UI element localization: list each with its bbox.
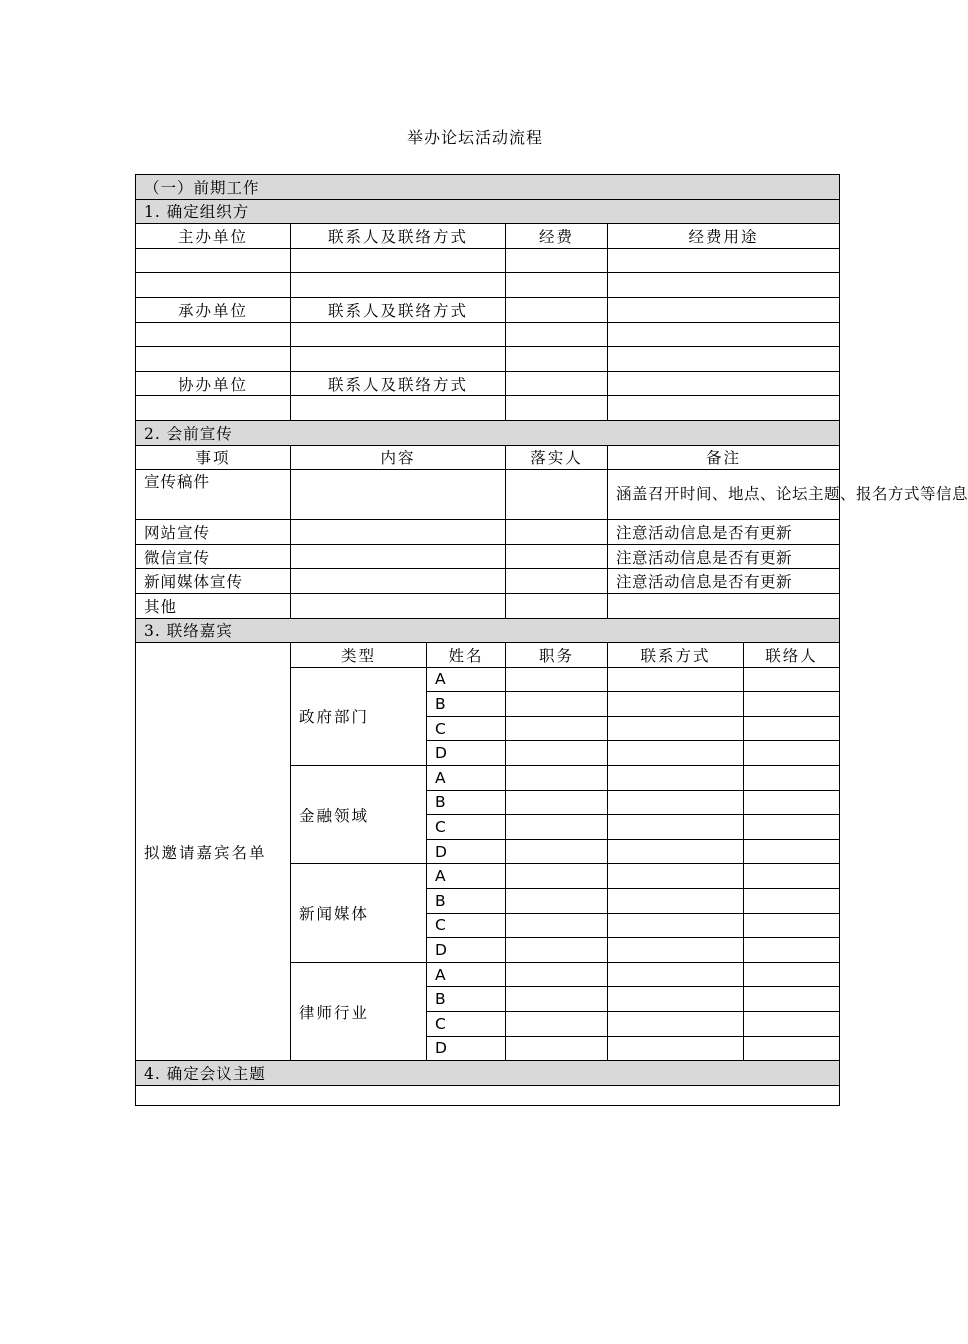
guest-position-cell[interactable]	[506, 962, 608, 987]
funds-usage-header: 经费用途	[608, 224, 840, 249]
contact-header: 联系人及联络方式	[291, 224, 506, 249]
publicity-note: 涵盖召开时间、地点、论坛主题、报名方式等信息	[608, 470, 840, 520]
guest-category: 律师行业	[291, 962, 427, 1060]
publicity-note: 注意活动信息是否有更新	[608, 569, 840, 594]
guest-contact-cell[interactable]	[608, 962, 744, 987]
guest-liaison-cell[interactable]	[744, 692, 840, 717]
guest-position-cell[interactable]	[506, 741, 608, 766]
table-row	[136, 470, 840, 520]
guest-contact-cell[interactable]	[608, 889, 744, 914]
publicity-note: 注意活动信息是否有更新	[608, 520, 840, 545]
guest-slot-letter: D	[427, 741, 506, 766]
publicity-item: 其他	[136, 593, 291, 618]
publicity-item: 新闻媒体宣传	[136, 569, 291, 594]
guest-contact-cell[interactable]	[608, 1012, 744, 1037]
item-header: 事项	[136, 445, 291, 470]
guest-slot-letter: B	[427, 987, 506, 1012]
document-title: 举办论坛活动流程	[406, 128, 543, 147]
guest-liaison-cell[interactable]	[744, 987, 840, 1012]
table-row	[136, 520, 840, 545]
section-organizer: 1. 确定组织方	[136, 199, 840, 224]
guest-contact-cell[interactable]	[608, 1036, 744, 1061]
guest-slot-letter: B	[427, 790, 506, 815]
guest-slot-letter: A	[427, 667, 506, 692]
undertaker-unit-label: 承办单位	[136, 297, 291, 322]
guest-contact-cell[interactable]	[608, 815, 744, 840]
guest-liaison-cell[interactable]	[744, 864, 840, 889]
guest-liaison-cell[interactable]	[744, 913, 840, 938]
publicity-note: 注意活动信息是否有更新	[608, 544, 840, 569]
section-guests: 3. 联络嘉宾	[136, 618, 840, 643]
theme-input-cell[interactable]	[136, 1085, 840, 1105]
guest-liaison-cell[interactable]	[744, 790, 840, 815]
guest-category: 新闻媒体	[291, 864, 427, 962]
guest-contact-cell[interactable]	[608, 692, 744, 717]
guest-liaison-cell[interactable]	[744, 667, 840, 692]
guest-slot-letter: B	[427, 889, 506, 914]
section-publicity: 2. 会前宣传	[136, 420, 840, 445]
publicity-note	[608, 593, 840, 618]
guest-position-cell[interactable]	[506, 692, 608, 717]
table-row	[136, 569, 840, 594]
guest-position-cell[interactable]	[506, 864, 608, 889]
liaison-header: 联络人	[744, 643, 840, 668]
guest-slot-letter: B	[427, 692, 506, 717]
table-row	[136, 273, 840, 298]
guest-slot-letter: A	[427, 766, 506, 791]
table-row	[136, 322, 840, 347]
guest-slot-letter: D	[427, 1036, 506, 1061]
guest-slot-letter: C	[427, 913, 506, 938]
guest-liaison-cell[interactable]	[744, 889, 840, 914]
remarks-header: 备注	[608, 445, 840, 470]
host-unit-header: 主办单位	[136, 224, 291, 249]
guest-position-cell[interactable]	[506, 913, 608, 938]
section-theme: 4. 确定会议主题	[136, 1061, 840, 1086]
guest-slot-letter: D	[427, 839, 506, 864]
guest-list-label: 拟邀请嘉宾名单	[136, 643, 291, 1061]
type-header: 类型	[291, 643, 427, 668]
guest-liaison-cell[interactable]	[744, 815, 840, 840]
position-header: 职务	[506, 643, 608, 668]
guest-position-cell[interactable]	[506, 889, 608, 914]
guest-contact-cell[interactable]	[608, 790, 744, 815]
guest-liaison-cell[interactable]	[744, 1012, 840, 1037]
guest-contact-cell[interactable]	[608, 766, 744, 791]
guest-slot-letter: A	[427, 962, 506, 987]
guest-slot-letter: C	[427, 1012, 506, 1037]
contact-label: 联系人及联络方式	[291, 297, 506, 322]
content-header: 内容	[291, 445, 506, 470]
guest-position-cell[interactable]	[506, 716, 608, 741]
guest-liaison-cell[interactable]	[744, 938, 840, 963]
guest-liaison-cell[interactable]	[744, 839, 840, 864]
responsible-header: 落实人	[506, 445, 608, 470]
guest-category: 金融领域	[291, 766, 427, 864]
phase-header: （一）前期工作	[136, 175, 840, 200]
guest-category: 政府部门	[291, 667, 427, 765]
guest-slot-letter: D	[427, 938, 506, 963]
funds-header: 经费	[506, 224, 608, 249]
guest-position-cell[interactable]	[506, 815, 608, 840]
guest-contact-cell[interactable]	[608, 913, 744, 938]
guest-liaison-cell[interactable]	[744, 1036, 840, 1061]
publicity-item: 网站宣传	[136, 520, 291, 545]
guest-contact-cell[interactable]	[608, 741, 744, 766]
guest-liaison-cell[interactable]	[744, 766, 840, 791]
guest-slot-letter: A	[427, 864, 506, 889]
table-row	[136, 396, 840, 421]
guest-liaison-cell[interactable]	[744, 962, 840, 987]
guest-position-cell[interactable]	[506, 1012, 608, 1037]
guest-liaison-cell[interactable]	[744, 741, 840, 766]
guest-position-cell[interactable]	[506, 938, 608, 963]
guest-position-cell[interactable]	[506, 987, 608, 1012]
guest-position-cell[interactable]	[506, 790, 608, 815]
contact-label: 联系人及联络方式	[291, 371, 506, 396]
guest-contact-cell[interactable]	[608, 716, 744, 741]
guest-slot-letter: C	[427, 716, 506, 741]
guest-liaison-cell[interactable]	[744, 716, 840, 741]
table-row	[136, 544, 840, 569]
guest-position-cell[interactable]	[506, 766, 608, 791]
table-row	[136, 248, 840, 273]
guest-contact-cell[interactable]	[608, 864, 744, 889]
table-row	[136, 347, 840, 372]
table-row	[136, 593, 840, 618]
contact-method-header: 联系方式	[608, 643, 744, 668]
publicity-item: 微信宣传	[136, 544, 291, 569]
guest-position-cell[interactable]	[506, 839, 608, 864]
name-header: 姓名	[427, 643, 506, 668]
guest-contact-cell[interactable]	[608, 839, 744, 864]
guest-contact-cell[interactable]	[608, 667, 744, 692]
co-organizer-unit-label: 协办单位	[136, 371, 291, 396]
publicity-item: 宣传稿件	[136, 470, 291, 520]
forum-process-table	[135, 174, 968, 1106]
guest-slot-letter: C	[427, 815, 506, 840]
guest-contact-cell[interactable]	[608, 938, 744, 963]
guest-position-cell[interactable]	[506, 667, 608, 692]
guest-position-cell[interactable]	[506, 1036, 608, 1061]
guest-contact-cell[interactable]	[608, 987, 744, 1012]
